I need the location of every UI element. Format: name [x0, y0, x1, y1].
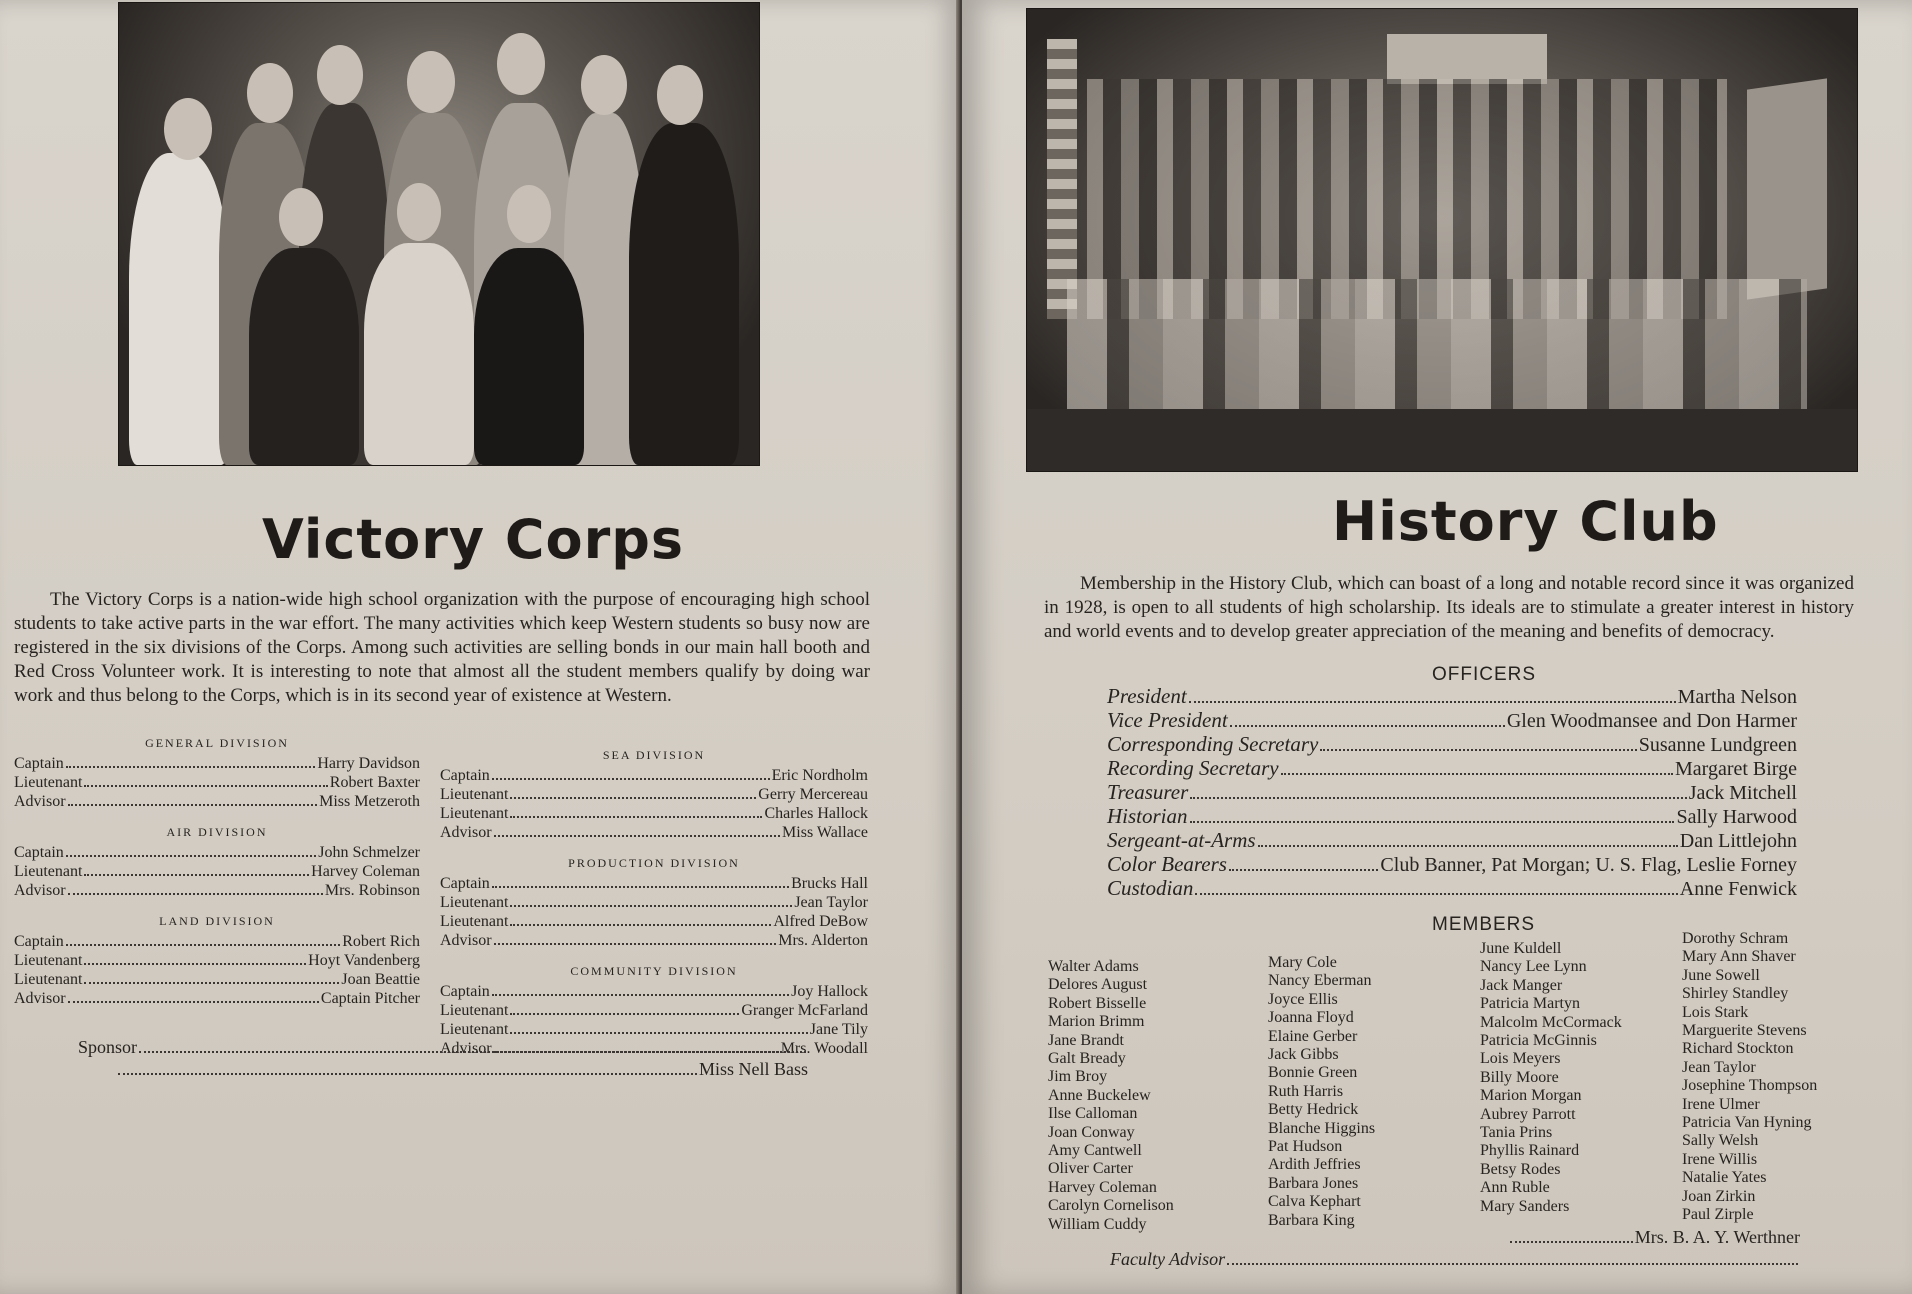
member-name: Sally Welsh: [1682, 1132, 1759, 1150]
member-name: Elaine Gerber: [1268, 1027, 1358, 1045]
division-row: [14, 970, 420, 989]
member-name: Nancy Eberman: [1268, 972, 1372, 990]
members-heading: MEMBERS: [1432, 914, 1536, 935]
officer-name: Martha Nelson: [1677, 686, 1797, 708]
member-name: Billy Moore: [1480, 1068, 1559, 1086]
members-column: [1682, 930, 1817, 1225]
officer-row: [1107, 732, 1797, 756]
division-row: [14, 989, 420, 1008]
role-label: Advisor: [14, 882, 66, 899]
member-name: Jane Tily: [809, 1021, 868, 1038]
role-label: Lieutenant: [440, 913, 509, 930]
division-row: [440, 874, 868, 893]
member-name: June Sowell: [1682, 966, 1760, 984]
member-name: Ruth Harris: [1268, 1082, 1344, 1100]
member-name: Delores August: [1048, 976, 1148, 994]
member-name: Joanna Floyd: [1268, 1009, 1354, 1027]
officer-role: Historian: [1107, 804, 1188, 828]
member-name: Joan Beattie: [341, 971, 420, 988]
officer-role: President: [1107, 684, 1187, 708]
division-row: [440, 1001, 868, 1020]
role-label: Lieutenant: [14, 863, 83, 880]
officer-name: Susanne Lundgreen: [1638, 734, 1797, 756]
member-name: Dorothy Schram: [1682, 930, 1789, 947]
officer-row: [1107, 828, 1797, 852]
member-name: Jack Gibbs: [1268, 1046, 1339, 1064]
member-name: John Schmelzer: [318, 844, 420, 861]
member-name: Jean Taylor: [794, 894, 868, 911]
officer-role: Color Bearers: [1107, 852, 1227, 876]
division-block: [14, 912, 420, 1008]
member-name: Marion Morgan: [1480, 1087, 1582, 1105]
member-name: Gerry Mercereau: [758, 786, 868, 803]
member-name: Miss Metzeroth: [319, 793, 420, 810]
division-row: [440, 804, 868, 823]
member-name: Carolyn Cornelison: [1048, 1197, 1174, 1215]
member-name: Mrs. Alderton: [778, 932, 868, 949]
role-label: Captain: [440, 767, 490, 784]
page-title: Victory Corps: [262, 508, 685, 571]
officer-name: Glen Woodmansee and Don Harmer: [1506, 710, 1797, 732]
intro-paragraph: The Victory Corps is a nation-wide high school organization with the purpose of encouraging high school students to take active parts in the war effort. The many activities which keep Western students so busy now are registered in the six divisions of the Corps. Among such activities are selling bonds in our main hall booth and Red Cross Volunteer work. It is interesting to note that almost all the student members qualify by doing war work and thus belong to the Corps, which is in its second year of existence at Western.: [14, 589, 870, 706]
role-label: Advisor: [440, 824, 492, 841]
divisions-left-column: [14, 734, 420, 1020]
member-name: Jack Manger: [1480, 976, 1563, 994]
intro-paragraph: Membership in the History Club, which can boast of a long and notable record since it was organized in 1928, is open to all students of high scholarship. Its ideals are to stimulate a greater interest in history and world events and to develop greater appreciation of the meaning and benefits of democracy.: [1044, 573, 1854, 642]
faculty-advisor-label: Faculty Advisor: [1110, 1249, 1226, 1269]
division-row: [440, 893, 868, 912]
role-label: Captain: [440, 983, 490, 1000]
member-name: Jane Brandt: [1048, 1031, 1124, 1049]
role-label: Captain: [14, 755, 64, 772]
officer-row: [1107, 852, 1797, 876]
member-name: Harvey Coleman: [311, 863, 420, 880]
member-name: Pat Hudson: [1268, 1138, 1343, 1156]
member-name: Irene Ulmer: [1682, 1095, 1760, 1113]
role-label: Lieutenant: [14, 952, 83, 969]
division-row: [440, 931, 868, 950]
member-name: Ardith Jeffries: [1268, 1156, 1361, 1174]
member-name: Ilse Calloman: [1048, 1105, 1138, 1123]
role-label: Lieutenant: [440, 805, 509, 822]
member-name: Marguerite Stevens: [1682, 1022, 1807, 1040]
member-name: Calva Kephart: [1268, 1193, 1361, 1211]
role-label: Lieutenant: [440, 894, 509, 911]
member-name: Robert Bisselle: [1048, 994, 1147, 1012]
member-name: Captain Pitcher: [320, 990, 420, 1007]
member-name: Joan Zirkin: [1682, 1187, 1756, 1205]
sponsor-name: Miss Nell Bass: [698, 1059, 808, 1079]
officer-row: [1107, 876, 1797, 900]
division-row: [14, 951, 420, 970]
member-name: Anne Buckelew: [1048, 1086, 1151, 1104]
history-club-photo: [1026, 8, 1858, 472]
member-name: Miss Wallace: [782, 824, 868, 841]
member-name: Mary Sanders: [1480, 1197, 1570, 1215]
officer-role: Sergeant-at-Arms: [1107, 828, 1256, 852]
division-heading: PRODUCTION DIVISION: [568, 856, 740, 870]
division-block: [440, 854, 868, 950]
member-name: Mrs. Robinson: [324, 882, 420, 899]
member-name: Patricia McGinnis: [1480, 1032, 1597, 1050]
member-name: Aubrey Parrott: [1480, 1105, 1576, 1123]
role-label: Advisor: [440, 932, 492, 949]
role-label: Lieutenant: [14, 971, 83, 988]
members-column: [1480, 940, 1622, 1216]
role-label: Advisor: [14, 990, 66, 1007]
division-block: [14, 823, 420, 900]
division-heading: COMMUNITY DIVISION: [570, 964, 738, 978]
officer-role: Corresponding Secretary: [1107, 732, 1319, 756]
officer-role: Custodian: [1107, 876, 1194, 900]
division-heading: GENERAL DIVISION: [145, 736, 289, 750]
member-name: Phyllis Rainard: [1480, 1142, 1580, 1160]
officer-name: Club Banner, Pat Morgan; U. S. Flag, Leslie Forney: [1380, 854, 1797, 876]
member-name: Richard Stockton: [1682, 1040, 1794, 1058]
officer-name: Sally Harwood: [1676, 806, 1797, 828]
division-heading: AIR DIVISION: [166, 825, 268, 839]
division-heading: LAND DIVISION: [159, 914, 275, 928]
division-row: [440, 785, 868, 804]
officer-row: [1107, 684, 1797, 708]
member-name: June Kuldell: [1480, 940, 1562, 957]
role-label: Captain: [14, 844, 64, 861]
division-row: [14, 862, 420, 881]
officers-list: [1107, 684, 1797, 900]
division-row: [14, 792, 420, 811]
member-name: Bonnie Green: [1268, 1064, 1358, 1082]
member-name: Patricia Martyn: [1480, 995, 1580, 1013]
officer-role: Vice President: [1107, 708, 1228, 732]
role-label: Lieutenant: [440, 786, 509, 803]
member-name: Joy Hallock: [791, 983, 868, 1000]
member-name: Betty Hedrick: [1268, 1101, 1359, 1119]
member-name: Mary Cole: [1268, 954, 1337, 971]
member-name: Galt Bready: [1048, 1050, 1126, 1068]
members-column: [1268, 954, 1375, 1230]
division-block: [440, 746, 868, 842]
member-name: Nancy Lee Lynn: [1480, 958, 1587, 976]
member-name: Barbara Jones: [1268, 1174, 1359, 1192]
member-name: Josephine Thompson: [1682, 1077, 1818, 1095]
role-label: Advisor: [440, 1040, 492, 1057]
member-name: William Cuddy: [1048, 1215, 1147, 1233]
officer-role: Recording Secretary: [1107, 756, 1279, 780]
member-name: Alfred DeBow: [773, 913, 868, 930]
member-name: Blanche Higgins: [1268, 1119, 1376, 1137]
division-row: [440, 912, 868, 931]
faculty-advisor-row: [1110, 1226, 1800, 1270]
member-name: Granger McFarland: [741, 1002, 868, 1019]
division-block: [14, 734, 420, 811]
sponsor-row: [78, 1036, 808, 1080]
officer-row: [1107, 780, 1797, 804]
officer-name: Margaret Birge: [1674, 758, 1797, 780]
division-row: [14, 932, 420, 951]
division-row: [14, 881, 420, 900]
member-name: Amy Cantwell: [1048, 1142, 1142, 1160]
member-name: Mrs. Woodall: [780, 1040, 868, 1057]
officer-name: Jack Mitchell: [1688, 782, 1797, 804]
member-name: Robert Baxter: [329, 774, 420, 791]
member-name: Lois Stark: [1682, 1003, 1749, 1021]
member-name: Brucks Hall: [791, 875, 868, 892]
role-label: Lieutenant: [440, 1002, 509, 1019]
role-label: Captain: [14, 933, 64, 950]
member-name: Patricia Van Hyning: [1682, 1114, 1812, 1132]
role-label: Lieutenant: [440, 1021, 509, 1038]
role-label: Captain: [440, 875, 490, 892]
member-name: Eric Nordholm: [771, 767, 868, 784]
member-name: Hoyt Vandenberg: [308, 952, 420, 969]
member-name: Irene Willis: [1682, 1150, 1758, 1168]
officer-row: [1107, 804, 1797, 828]
member-name: Walter Adams: [1048, 958, 1139, 975]
member-name: Betsy Rodes: [1480, 1160, 1561, 1178]
member-name: Oliver Carter: [1048, 1160, 1133, 1178]
member-name: Ann Ruble: [1480, 1179, 1550, 1197]
member-name: Paul Zirple: [1682, 1206, 1754, 1224]
role-label: Advisor: [14, 793, 66, 810]
member-name: Joyce Ellis: [1268, 990, 1338, 1008]
division-row: [14, 843, 420, 862]
division-row: [440, 766, 868, 785]
divisions-right-column: [440, 746, 868, 1070]
faculty-advisor-name: Mrs. B. A. Y. Werthner: [1634, 1227, 1800, 1247]
member-name: Tania Prins: [1480, 1124, 1553, 1142]
sponsor-label: Sponsor: [78, 1037, 138, 1057]
division-heading: SEA DIVISION: [602, 748, 706, 762]
member-name: Marion Brimm: [1048, 1013, 1145, 1031]
members-column: [1048, 958, 1174, 1234]
page-title: History Club: [1332, 490, 1719, 553]
division-row: [14, 754, 420, 773]
division-row: [440, 982, 868, 1001]
member-name: Barbara King: [1268, 1211, 1355, 1229]
officer-name: Anne Fenwick: [1679, 878, 1797, 900]
officer-role: Treasurer: [1107, 780, 1189, 804]
member-name: Jim Broy: [1048, 1068, 1108, 1086]
member-name: Harry Davidson: [317, 755, 420, 772]
victory-corps-photo: [118, 2, 760, 466]
role-label: Lieutenant: [14, 774, 83, 791]
division-row: [14, 773, 420, 792]
member-name: Lois Meyers: [1480, 1050, 1561, 1068]
member-name: Malcolm McCormack: [1480, 1013, 1622, 1031]
division-row: [440, 823, 868, 842]
member-name: Robert Rich: [342, 933, 420, 950]
member-name: Charles Hallock: [764, 805, 868, 822]
right-page: [962, 0, 1912, 1294]
officers-heading: OFFICERS: [1432, 664, 1537, 685]
member-name: Mary Ann Shaver: [1682, 948, 1796, 966]
member-name: Natalie Yates: [1682, 1169, 1767, 1187]
member-name: Joan Conway: [1048, 1123, 1135, 1141]
member-name: Jean Taylor: [1682, 1058, 1756, 1076]
officer-row: [1107, 756, 1797, 780]
officer-name: Dan Littlejohn: [1679, 830, 1797, 852]
member-name: Shirley Standley: [1682, 985, 1789, 1003]
member-name: Harvey Coleman: [1048, 1178, 1157, 1196]
officer-row: [1107, 708, 1797, 732]
